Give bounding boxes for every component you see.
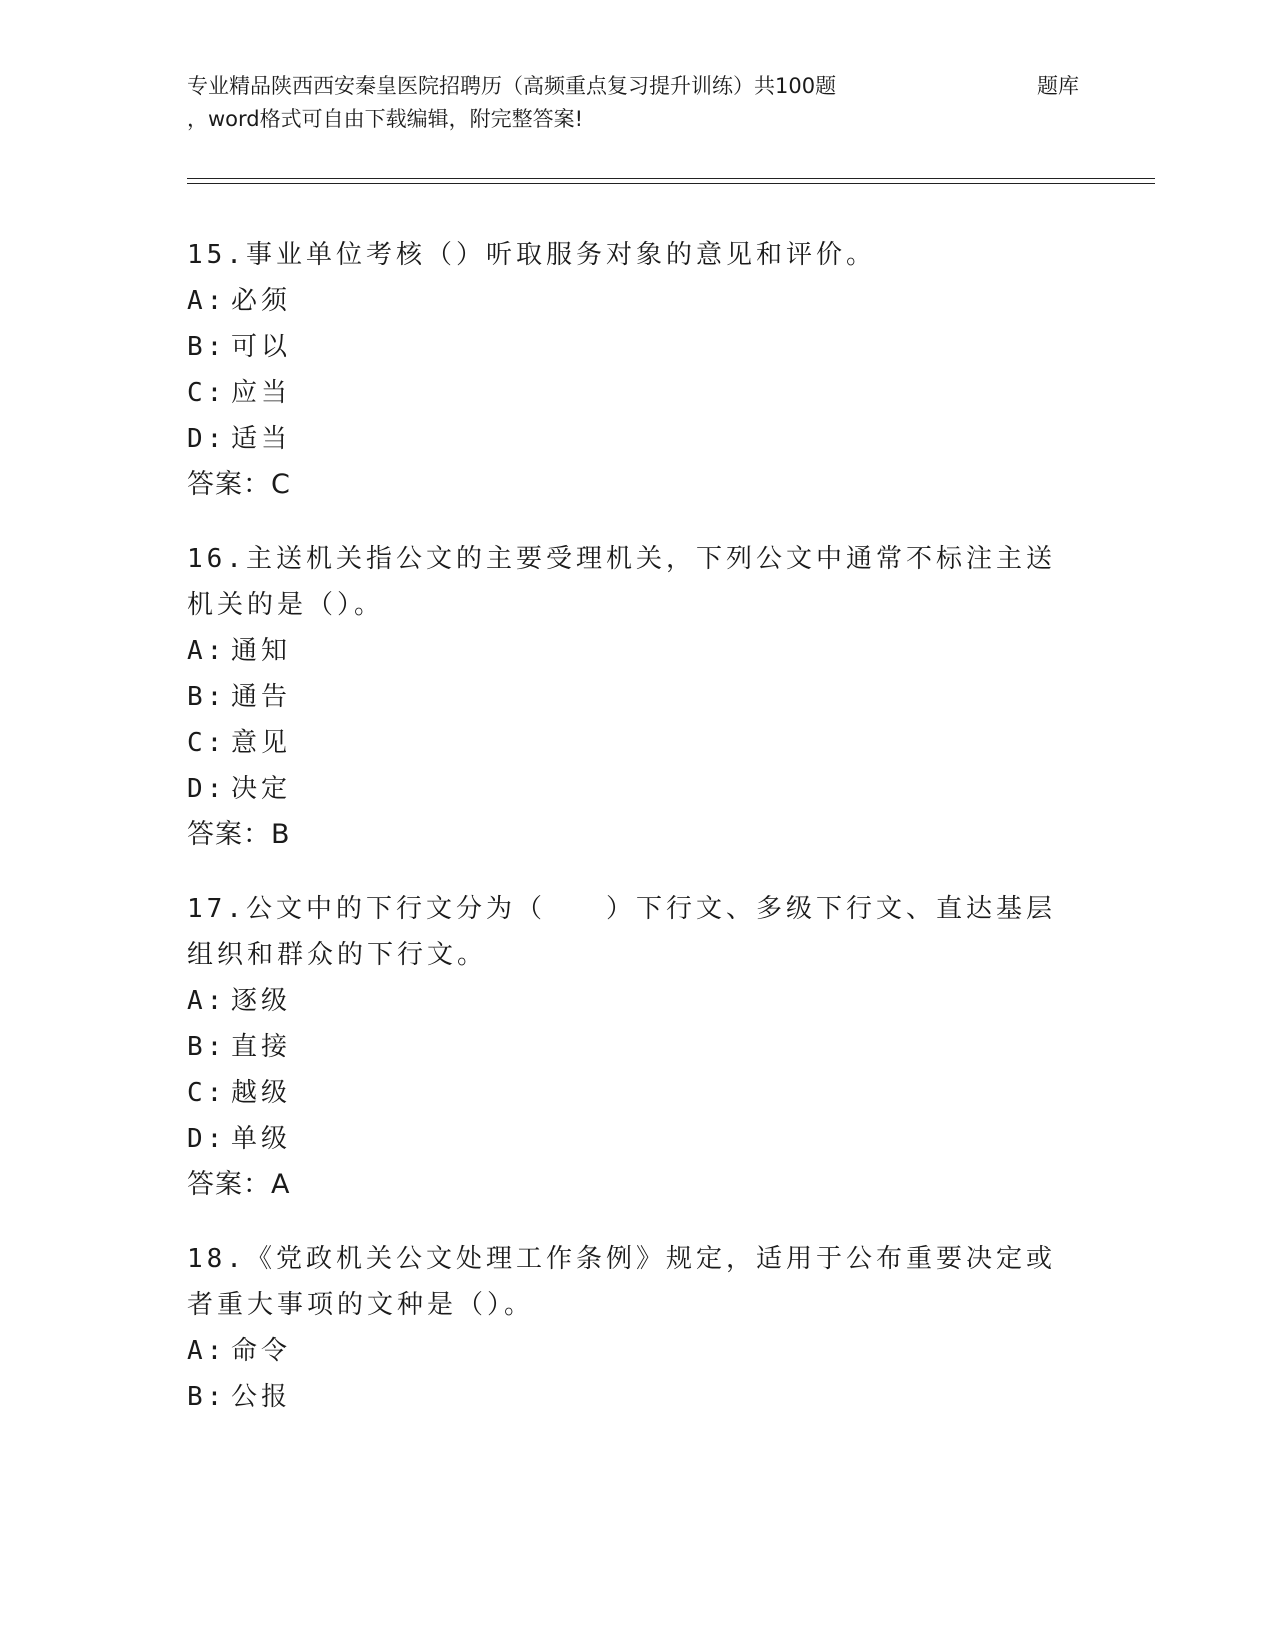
option-a (187, 278, 1077, 324)
option-text: 决定 (231, 774, 292, 804)
option-letter: A: (187, 1336, 227, 1366)
option-d (187, 766, 1077, 812)
option-text: 通告 (231, 682, 292, 712)
option-letter: D: (187, 774, 227, 804)
option-b (187, 324, 1077, 370)
header-title: 专业精品陕西西安秦皇医院招聘历（高频重点复习提升训练）共100题 (187, 74, 837, 98)
option-c (187, 370, 1077, 416)
option-letter: B: (187, 1382, 227, 1412)
option-letter: A: (187, 286, 227, 316)
option-text: 逐级 (231, 986, 292, 1016)
option-a (187, 978, 1077, 1024)
question-18 (187, 1236, 1077, 1420)
option-text: 应当 (231, 378, 292, 408)
question-stem: 18.《党政机关公文处理工作条例》规定，适用于公布重要决定或者重大事项的文种是（）。 (187, 1244, 1056, 1320)
option-a (187, 628, 1077, 674)
option-a (187, 1328, 1077, 1374)
option-letter: C: (187, 1078, 227, 1108)
option-text: 意见 (231, 728, 292, 758)
option-letter: C: (187, 728, 227, 758)
question-15 (187, 232, 1077, 508)
question-stem: 15.事业单位考核（）听取服务对象的意见和评价。 (187, 240, 876, 270)
option-letter: D: (187, 424, 227, 454)
answer-label: 答案：A (187, 1169, 291, 1200)
option-d (187, 1116, 1077, 1162)
option-text: 直接 (231, 1032, 292, 1062)
option-b (187, 1374, 1077, 1420)
question-stem: 17.公文中的下行文分为（ ）下行文、多级下行文、直达基层组织和群众的下行文。 (187, 894, 1056, 970)
option-d (187, 416, 1077, 462)
option-text: 命令 (231, 1336, 292, 1366)
option-c (187, 1070, 1077, 1116)
header-divider (187, 178, 1155, 184)
header-tag: 题库 (1037, 74, 1079, 98)
option-text: 单级 (231, 1124, 292, 1154)
option-text: 可以 (231, 332, 292, 362)
header-line-1 (187, 70, 1087, 103)
page-header (187, 70, 1087, 136)
option-letter: C: (187, 378, 227, 408)
option-text: 越级 (231, 1078, 292, 1108)
option-letter: D: (187, 1124, 227, 1154)
question-16 (187, 536, 1077, 858)
option-letter: B: (187, 682, 227, 712)
option-text: 必须 (231, 286, 292, 316)
option-b (187, 674, 1077, 720)
option-letter: A: (187, 986, 227, 1016)
question-17 (187, 886, 1077, 1208)
option-b (187, 1024, 1077, 1070)
option-text: 通知 (231, 636, 292, 666)
option-letter: A: (187, 636, 227, 666)
question-list (187, 232, 1077, 1448)
option-text: 公报 (231, 1382, 292, 1412)
option-letter: B: (187, 332, 227, 362)
option-c (187, 720, 1077, 766)
question-stem: 16.主送机关指公文的主要受理机关，下列公文中通常不标注主送机关的是（）。 (187, 544, 1056, 620)
header-subtitle: ，word格式可自由下载编辑，附完整答案! (187, 107, 584, 131)
answer-label: 答案：B (187, 819, 291, 850)
answer-label: 答案：C (187, 469, 291, 500)
option-letter: B: (187, 1032, 227, 1062)
option-text: 适当 (231, 424, 292, 454)
